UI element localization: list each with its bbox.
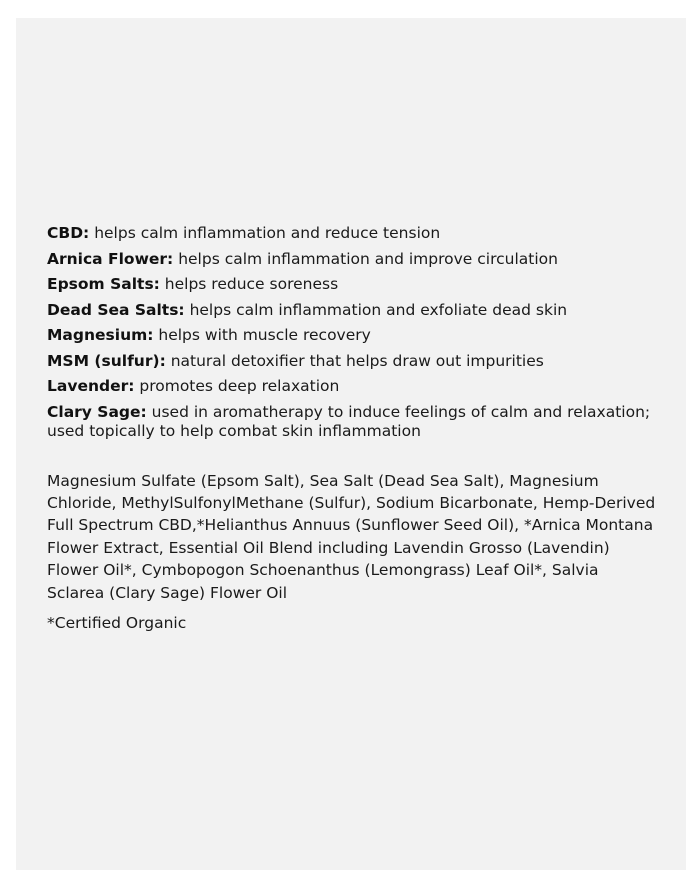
benefit-text: helps with muscle recovery (153, 326, 371, 344)
benefit-name: Magnesium: (47, 326, 154, 344)
benefits-list (47, 224, 677, 441)
benefit-name: Dead Sea Salts: (47, 300, 185, 319)
benefit-text: promotes deep relaxation (134, 377, 340, 395)
benefit-text: helps calm inflammation and reduce tension (89, 224, 441, 242)
benefit-item (47, 326, 677, 345)
content-block (47, 224, 677, 634)
benefit-name: Clary Sage: (47, 402, 147, 421)
benefit-text: helps reduce soreness (159, 275, 339, 293)
benefit-item (47, 224, 677, 243)
certified-organic-note: *Certified Organic (47, 613, 187, 632)
ingredients-panel (16, 18, 686, 870)
benefit-item (47, 377, 677, 396)
ingredients-list: Magnesium Sulfate (Epsom Salt), Sea Salt (Dead Sea Salt), Magnesium Chloride, MethylSulfonylMethane (Sulfur), Sodium Bicarbonate, Hemp-Derived Full Spectrum CBD,*Helianthus Annuus (Sunflower Seed Oil), *Arnica Montana Flower Extract, Essential Oil Blend including Lavendin Grosso (Lavendin) Flower Oil*, Cymbopogon Schoenanthus (Lemongrass) Leaf Oil*, Salvia Sclarea (Clary Sage) Flower Oil (47, 471, 656, 602)
benefit-text: natural detoxifier that helps draw out impurities (165, 351, 544, 370)
benefit-name: Lavender: (47, 377, 135, 395)
benefit-item (47, 301, 677, 320)
benefit-item (47, 352, 677, 371)
benefit-name: CBD: (47, 224, 90, 242)
benefit-text: helps calm inflammation and improve circulation (173, 249, 558, 268)
benefit-item (47, 250, 677, 269)
benefit-name: Epsom Salts: (47, 275, 160, 293)
benefit-text: used in aromatherapy to induce feelings of calm and relaxation; used topically to help combat skin inflammation (47, 402, 651, 440)
benefit-text: helps calm inflammation and exfoliate dead skin (184, 300, 568, 319)
benefit-item (47, 275, 677, 294)
benefit-item (47, 403, 677, 441)
benefit-name: MSM (sulfur): (47, 351, 166, 370)
benefit-name: Arnica Flower: (47, 249, 174, 268)
